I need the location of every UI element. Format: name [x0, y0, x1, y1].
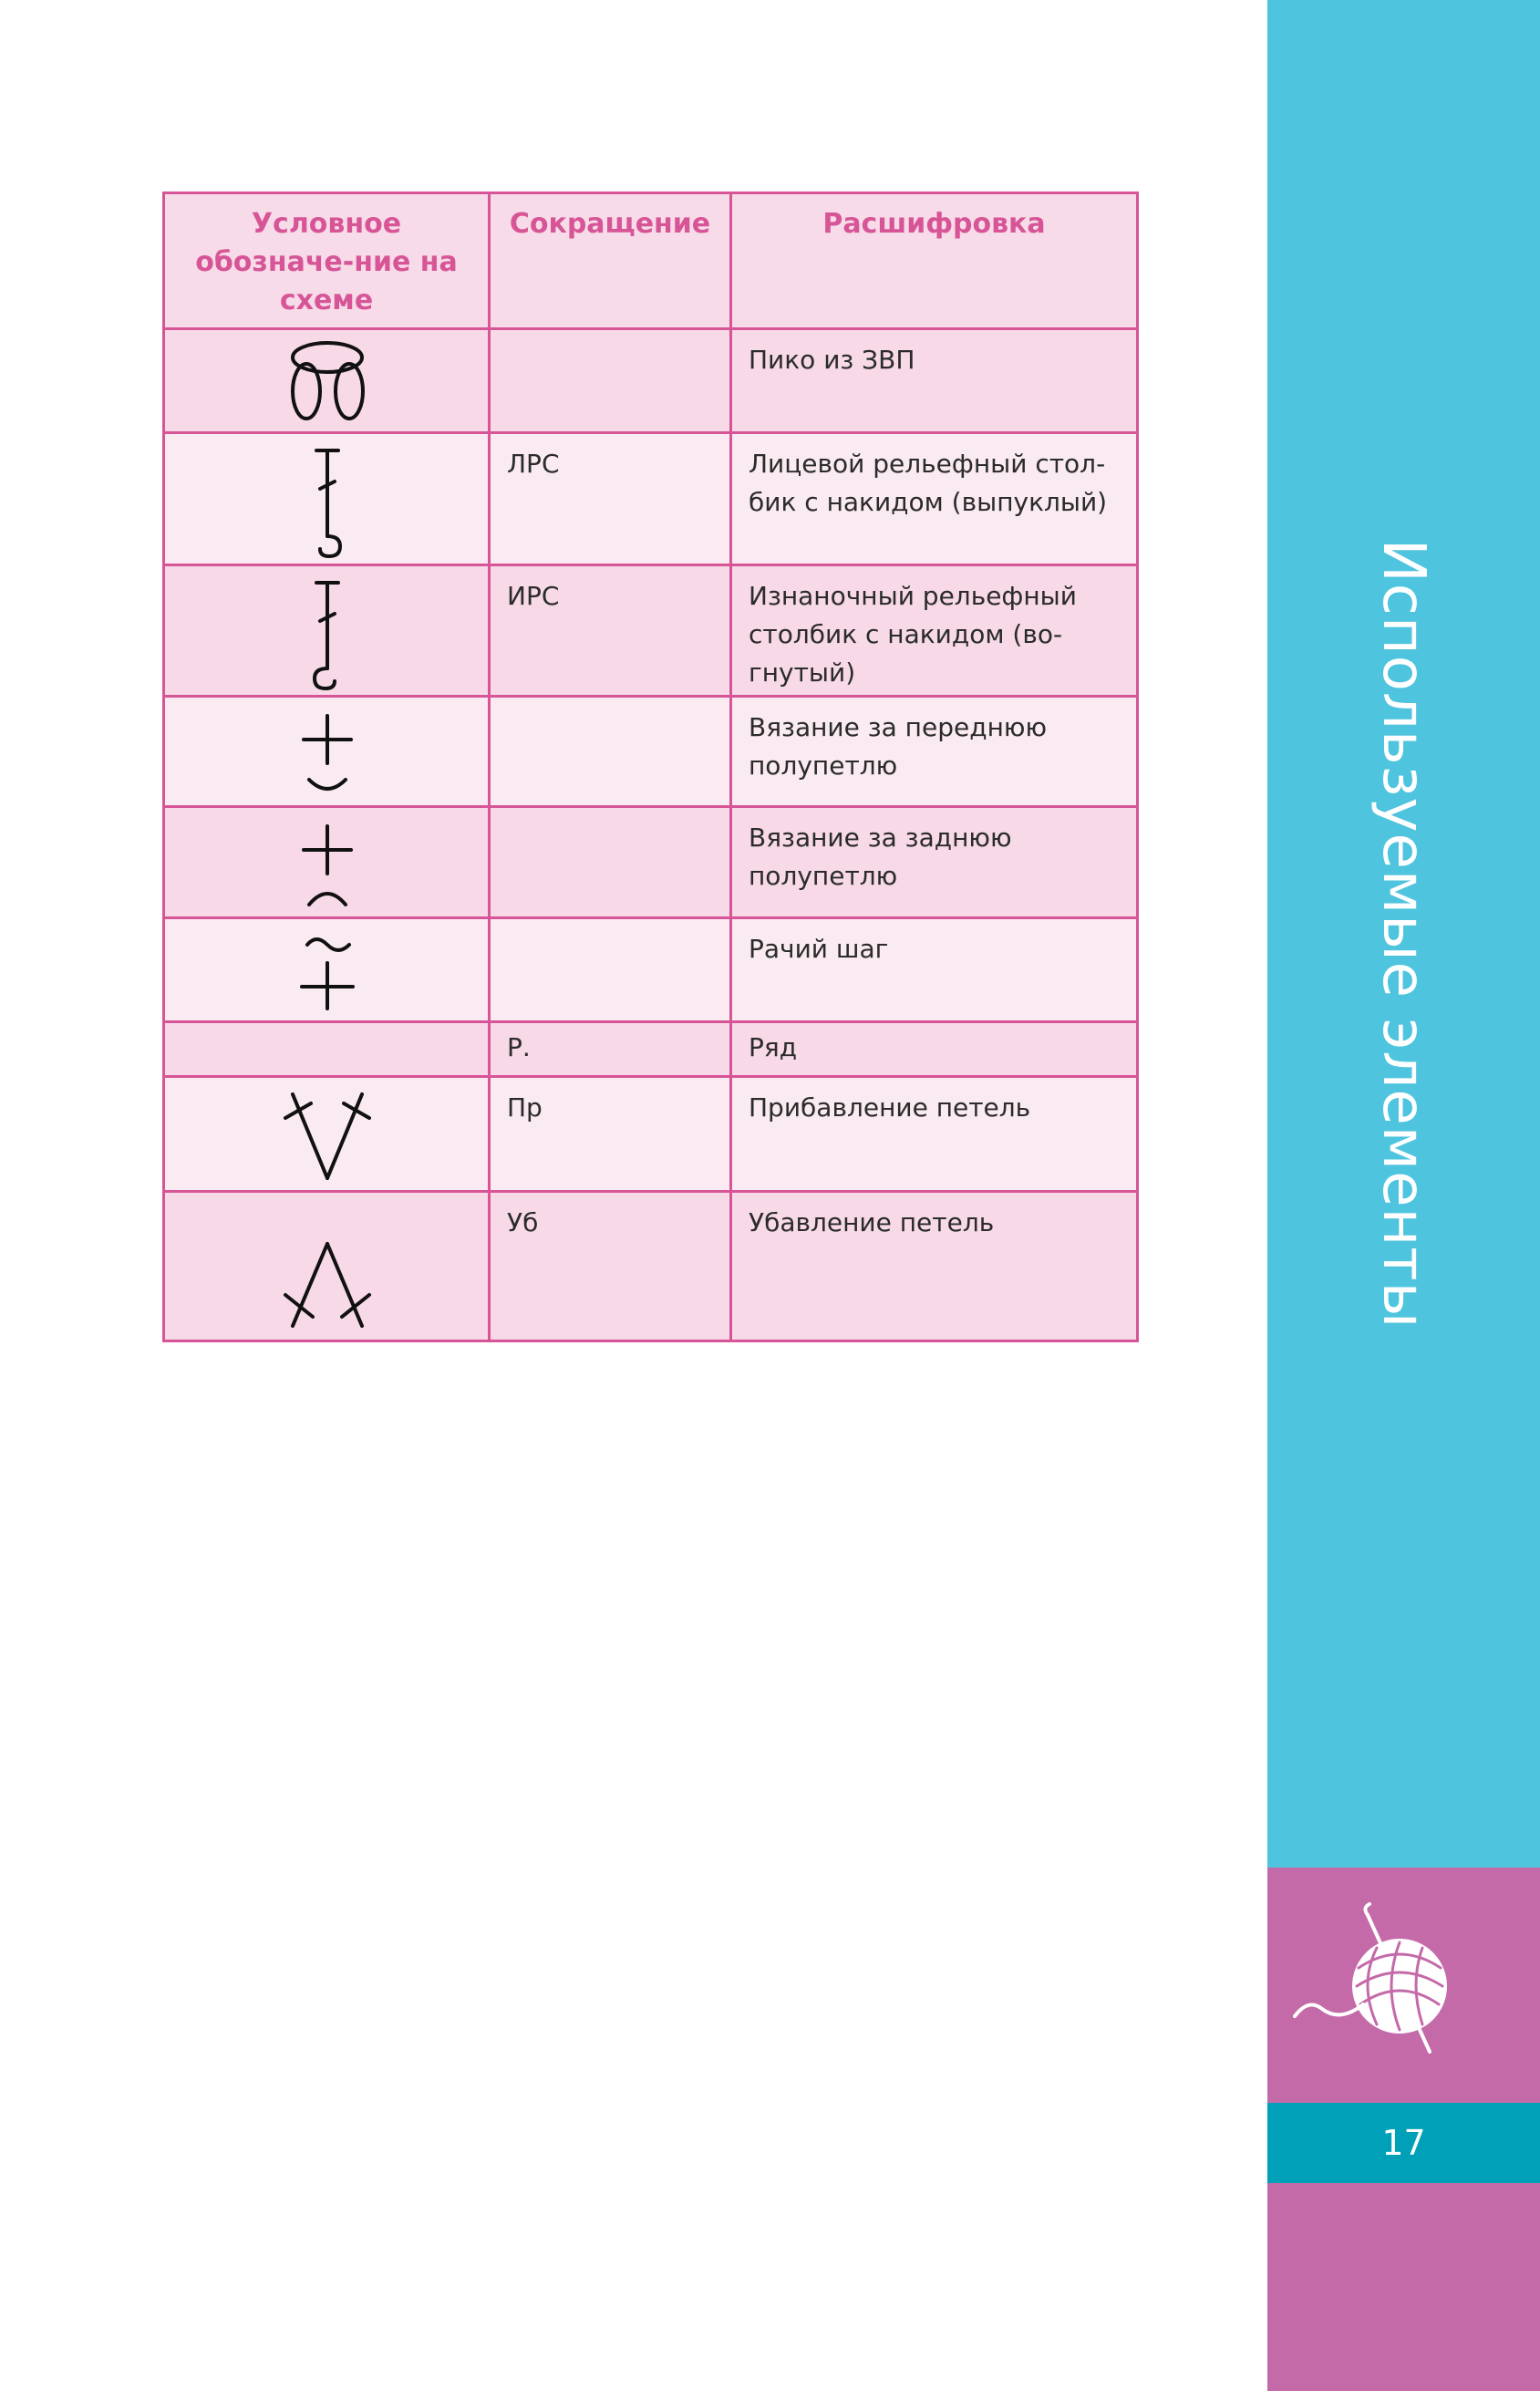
- table-row: [164, 697, 1138, 807]
- symbol-cell: [164, 329, 490, 433]
- abbreviation-cell: Пр: [490, 1077, 731, 1192]
- sidebar-title: Используемые элементы: [1369, 538, 1438, 1330]
- meaning-cell: Вязание за заднюю полупетлю: [731, 807, 1138, 918]
- meaning-cell: Изнаночный рельефный столбик с накидом (во-гнутый): [731, 565, 1138, 697]
- back-loop-sc-icon: [165, 808, 491, 919]
- table-row: [164, 1192, 1138, 1341]
- abbreviation-cell: [490, 329, 731, 433]
- front-post-dc-icon: [165, 434, 491, 566]
- symbol-cell: [164, 1192, 490, 1341]
- front-loop-sc-icon: [165, 698, 491, 808]
- meaning-cell: Ряд: [731, 1022, 1138, 1077]
- table-row: [164, 433, 1138, 565]
- header-meaning: Расшифровка: [731, 193, 1138, 329]
- meaning-cell: Прибавление петель: [731, 1077, 1138, 1192]
- symbol-cell: [164, 565, 490, 697]
- meaning-cell: Пико из ЗВП: [731, 329, 1138, 433]
- table-row: [164, 918, 1138, 1022]
- back-post-dc-icon: [165, 566, 491, 698]
- table-row: [164, 1077, 1138, 1192]
- header-abbreviation: Сокращение: [490, 193, 731, 329]
- sidebar-bottom-panel: [1267, 2183, 1540, 2391]
- decrease-icon: [165, 1193, 491, 1342]
- table-header-row: [164, 193, 1138, 329]
- symbol-cell: [164, 433, 490, 565]
- increase-icon: [165, 1078, 491, 1193]
- meaning-cell: Лицевой рельефный стол-бик с накидом (выпуклый): [731, 433, 1138, 565]
- abbreviation-cell: [490, 918, 731, 1022]
- abbreviation-cell: [490, 807, 731, 918]
- symbol-cell: [164, 697, 490, 807]
- crab-stitch-icon: [165, 919, 491, 1023]
- symbol-cell: [164, 807, 490, 918]
- abbreviation-cell: Р.: [490, 1022, 731, 1077]
- symbol-legend-table: [162, 191, 1139, 1342]
- table-row: [164, 329, 1138, 433]
- abbreviation-cell: ЛРС: [490, 433, 731, 565]
- header-symbol: Условное обозначе-ние на схеме: [164, 193, 490, 329]
- picot-chain-icon: [165, 330, 491, 434]
- symbol-cell: [164, 918, 490, 1022]
- symbol-cell: [164, 1022, 490, 1077]
- meaning-cell: Рачий шаг: [731, 918, 1138, 1022]
- symbol-cell: [164, 1077, 490, 1192]
- page-number: 17: [1381, 2123, 1426, 2163]
- abbreviation-cell: [490, 697, 731, 807]
- sidebar-title-wrap: [1267, 0, 1540, 1868]
- table-row: [164, 565, 1138, 697]
- abbreviation-cell: Уб: [490, 1192, 731, 1341]
- abbreviation-cell: ИРС: [490, 565, 731, 697]
- sidebar-logo-panel: [1267, 1868, 1540, 2103]
- yarn-ball-crochet-hook-icon: [1267, 1868, 1540, 2103]
- table-row: [164, 807, 1138, 918]
- table-row: [164, 1022, 1138, 1077]
- page-number-bar: [1267, 2103, 1540, 2183]
- meaning-cell: Вязание за переднюю полупетлю: [731, 697, 1138, 807]
- meaning-cell: Убавление петель: [731, 1192, 1138, 1341]
